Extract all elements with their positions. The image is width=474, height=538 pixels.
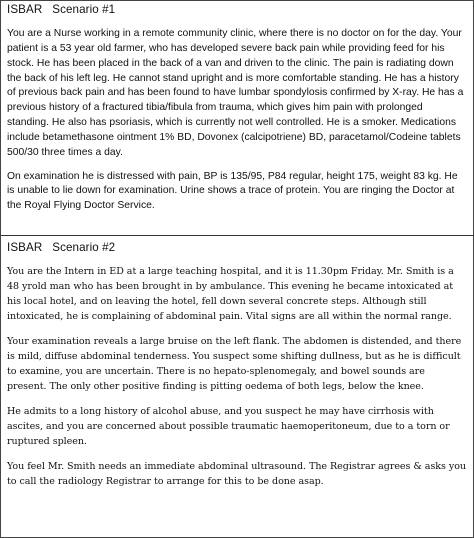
scenario-divider [1, 235, 473, 236]
scenario-2-paragraph-2: Your examination reveals a large bruise on the left flank. The abdomen is distended, and there is mild, diffuse abdominal tenderness. You suspect some shifting dullness, but as he is difficult to examine, you are uncertain. There is no hepato-splenomegaly, and bowel sounds are present. The only other positive finding is pitting oedema of both legs, below the knee. [7, 336, 462, 392]
scenario-2-paragraph-1: You are the Intern in ED at a large teaching hospital, and it is 11.30pm Friday. Mr. Smith is a 48 yrold man who has been brought in by ambulance. This evening he became intoxicated at his local hotel, and on leaving the hotel, fell down several concrete steps. Although still intoxicated, he is complaining of abdominal pain. Vital signs are all within the normal range. [7, 266, 454, 322]
scenario-2-paragraph-3: He admits to a long history of alcohol abuse, and you suspect he may have cirrhosis with ascites, and you are concerned about possible traumatic haemoperitoneum, due to a torn or ruptured spleen. [7, 406, 450, 447]
scenario-1-box [1, 1, 473, 237]
scenario-1-paragraph-1: You are a Nurse working in a remote community clinic, where there is no doctor on for the day. Your patient is a 53 year old farmer, who has developed severe back pain while providing feed for his stock. He has been placed in the back of a van and driven to the clinic. The pain is radiating down the back of his left leg. He cannot stand upright and is more comfortable standing. He has a history of previous back pain and has been found to have lumbar spondylosis confirmed by X-ray. He has a previous history of a fractured tibia/fibula from trauma, which gives him pain with prolonged standing. He also has psoriasis, which is currently not well controlled. He is a smoker. Medications include betamethasone ointment 1% BD, Dovonex (calcipotriene) BD, paracetamol/Codeine tablets 500/30 three times a day. [7, 28, 464, 158]
scenario-2-box [1, 237, 473, 537]
scenario-2-heading: ISBAR Scenario #2 [7, 241, 116, 254]
scenario-1-paragraph-2: On examination he is distressed with pain, BP is 135/95, P84 regular, height 175, weight 83 kg. He is unable to lie down for examination. Urine shows a trace of protein. You are ringing the Doctor at the Royal Flying Doctor Service. [7, 170, 458, 212]
scenario-2-paragraph-4: You feel Mr. Smith needs an immediate abdominal ultrasound. The Registrar agrees & asks you to call the radiology Registrar to arrange for this to be done asap. [7, 461, 466, 487]
scenario-1-heading: ISBAR Scenario #1 [7, 3, 116, 16]
